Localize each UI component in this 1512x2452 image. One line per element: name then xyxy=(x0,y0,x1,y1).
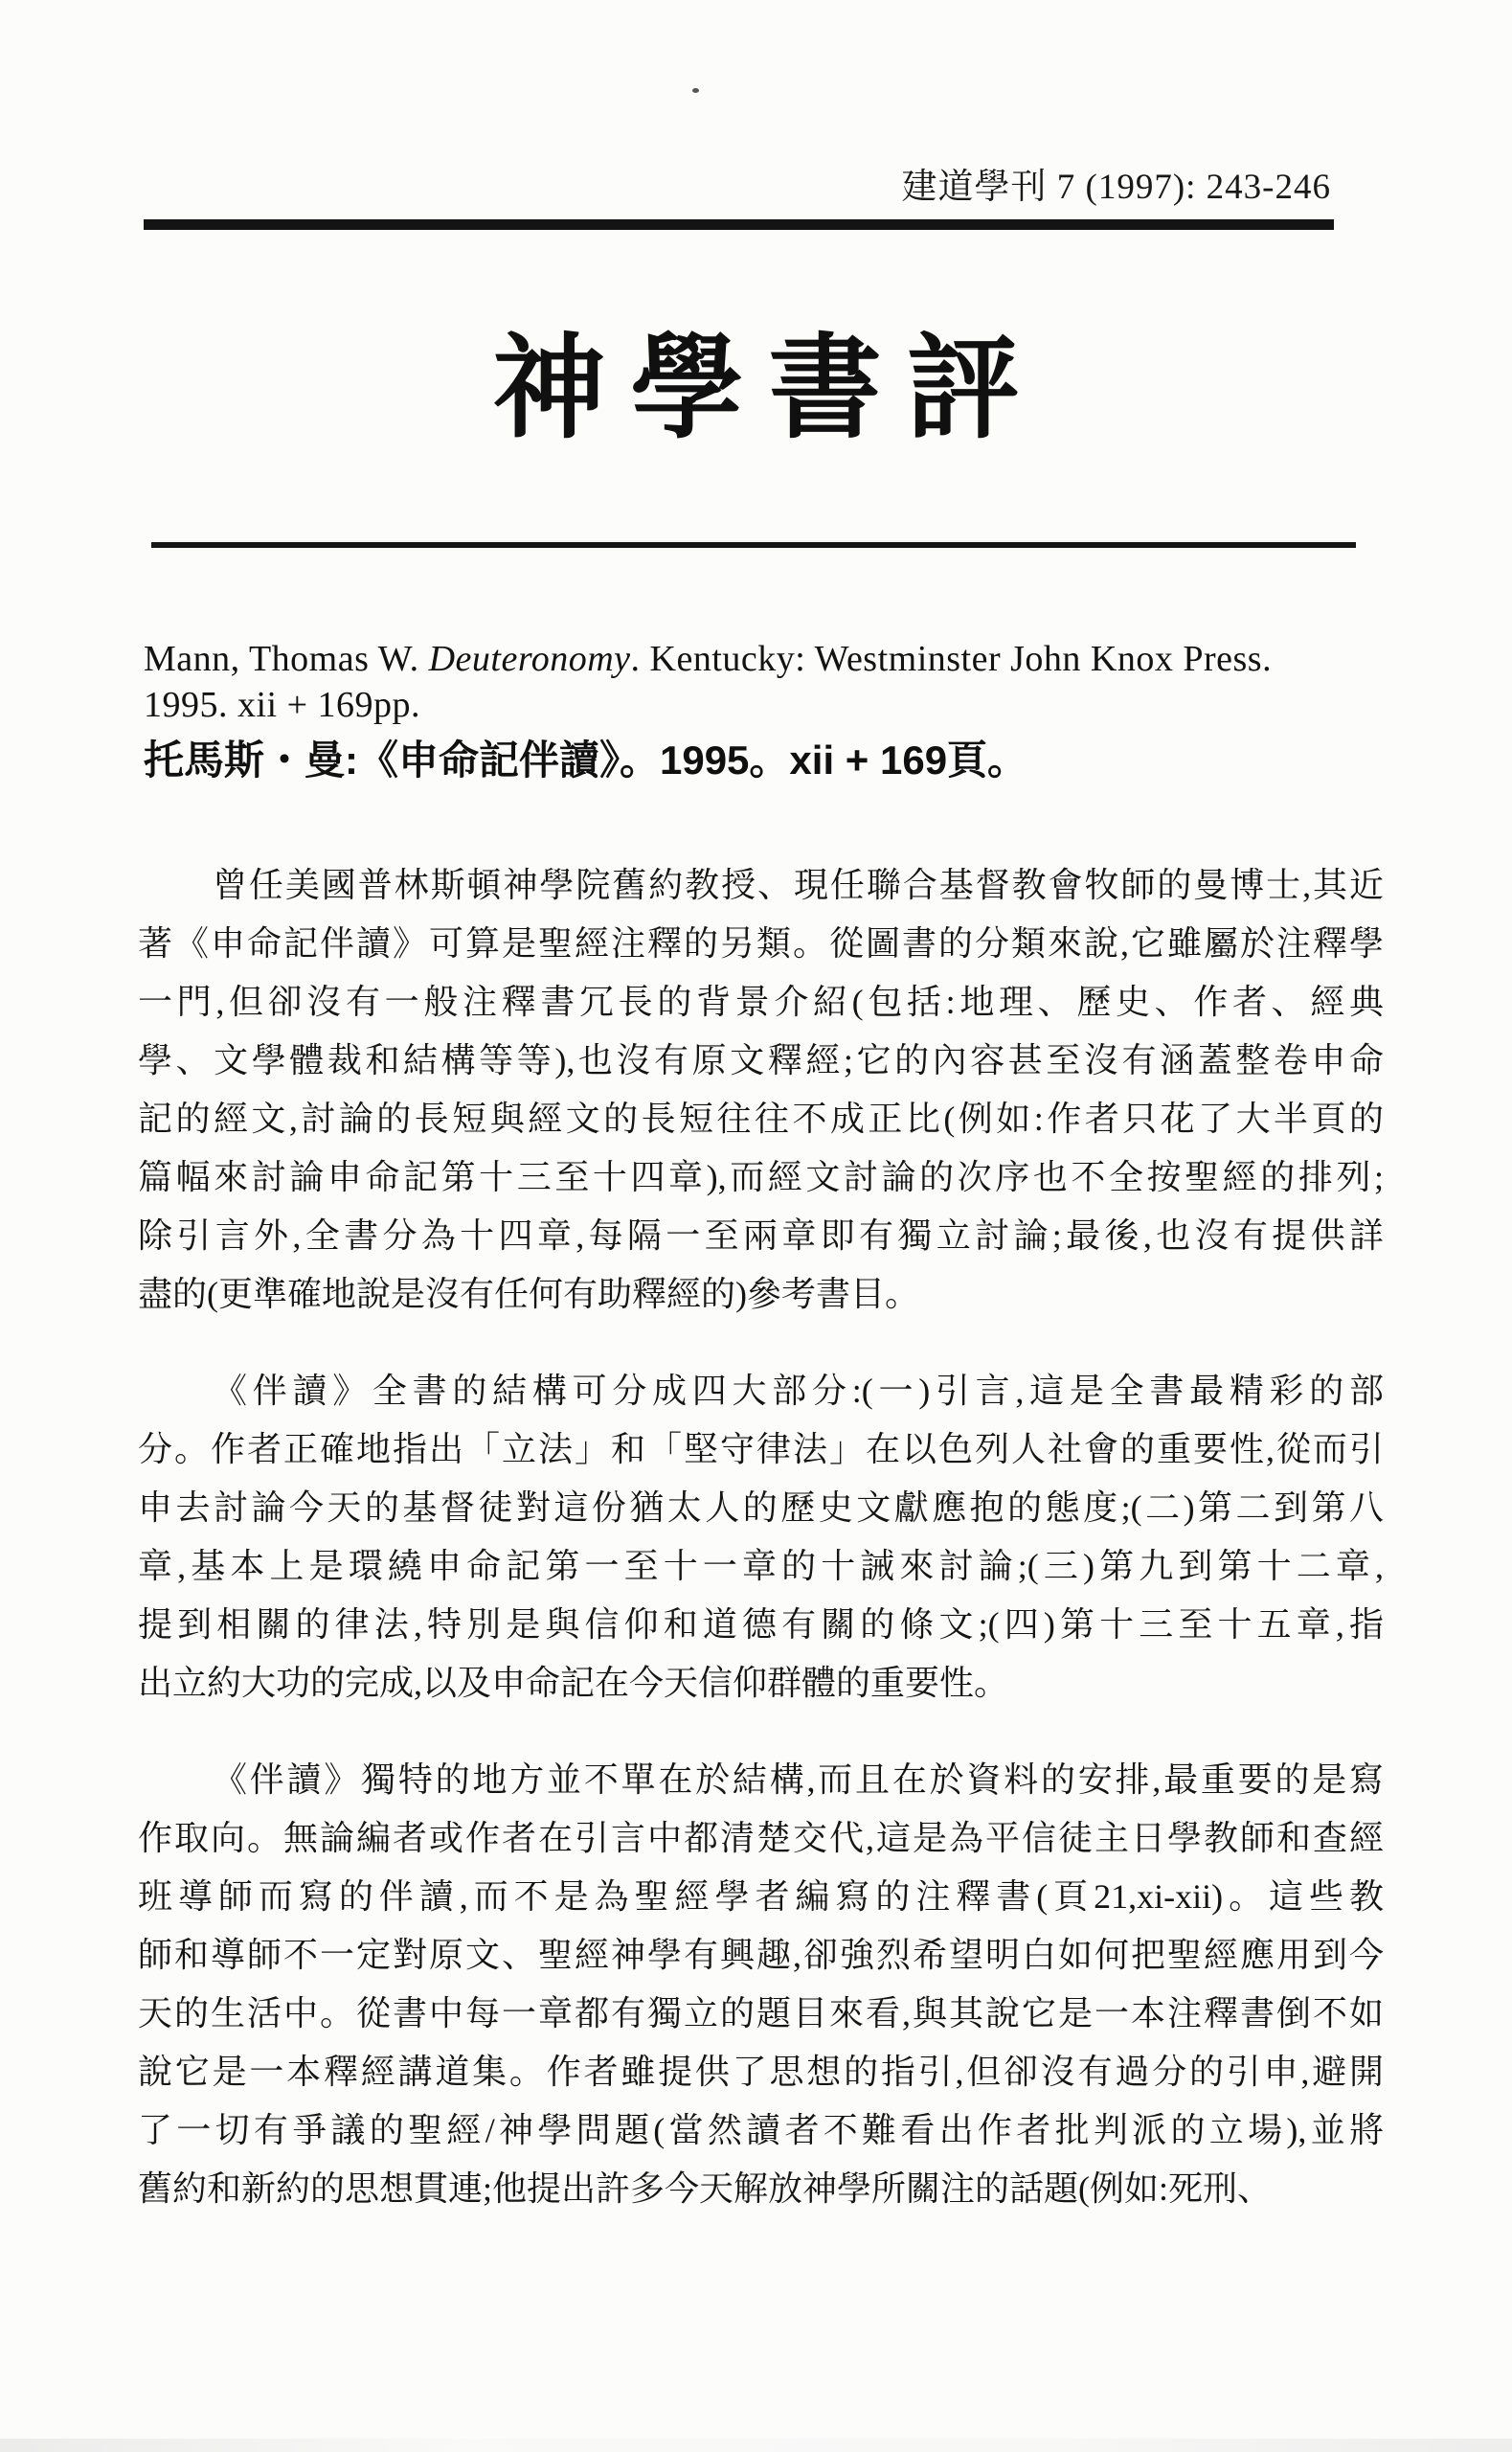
journal-citation: 建道學刊 7 (1997): 243-246 xyxy=(901,168,1331,207)
body-line: 出立約大功的完成,以及申命記在今天信仰群體的重要性。 xyxy=(138,1664,1009,1702)
body-text xyxy=(138,856,1384,2218)
body-line: 天的生活中。從書中每一章都有獨立的題目來看,與其說它是一本注釋書倒不如 xyxy=(138,1994,1384,2032)
bibliography-book-title: Deuteronomy xyxy=(428,639,631,679)
scan-edge-smudge xyxy=(0,2439,1512,2452)
bibliography-publisher: . Kentucky: Westminster John Knox Press. xyxy=(630,639,1273,679)
body-line: 作取向。無論編者或作者在引言中都清楚交代,這是為平信徒主日學教師和查經 xyxy=(138,1819,1384,1857)
body-line: 舊約和新約的思想貫連;他提出許多今天解放神學所關注的話題(例如:死刑、 xyxy=(138,2169,1272,2208)
body-line: 班導師而寫的伴讀,而不是為聖經學者編寫的注釋書(頁21,xi-xii)。這些教 xyxy=(138,1877,1384,1916)
bibliography-chinese: 托馬斯・曼:《申命記伴讀》。1995。xii + 169頁。 xyxy=(144,738,1028,783)
body-line: 章,基本上是環繞申命記第一至十一章的十誡來討論;(三)第九到第十二章, xyxy=(138,1547,1384,1585)
bibliography-year-pages: 1995. xii + 169pp. xyxy=(144,685,421,725)
title-rule xyxy=(151,542,1356,548)
body-line: 師和導師不一定對原文、聖經神學有興趣,卻強烈希望明白如何把聖經應用到今 xyxy=(138,1936,1384,1974)
bibliography-english xyxy=(144,636,1398,728)
paragraph xyxy=(138,1362,1384,1713)
body-line: 說它是一本釋經講道集。作者雖提供了思想的指引,但卻沒有過分的引申,避開 xyxy=(138,2053,1384,2091)
body-line: 《伴讀》獨特的地方並不單在於結構,而且在於資料的安排,最重要的是寫 xyxy=(213,1760,1384,1799)
paragraph xyxy=(138,856,1384,1324)
body-line: 篇幅來討論申命記第十三至十四章),而經文討論的次序也不全按聖經的排列; xyxy=(138,1158,1384,1196)
body-line: 盡的(更準確地說是沒有任何有助釋經的)參考書目。 xyxy=(138,1275,919,1313)
scan-speck xyxy=(692,88,699,93)
paragraph xyxy=(138,1751,1384,2218)
body-line: 著《申命記伴讀》可算是聖經注釋的另類。從圖書的分類來說,它雖屬於注釋學 xyxy=(138,924,1384,963)
body-line: 曾任美國普林斯頓神學院舊約教授、現任聯合基督教會牧師的曼博士,其近 xyxy=(213,866,1384,904)
body-line: 了一切有爭議的聖經/神學問題(當然讀者不難看出作者批判派的立場),並將 xyxy=(138,2111,1384,2149)
body-line: 記的經文,討論的長短與經文的長短往往不成正比(例如:作者只花了大半頁的 xyxy=(138,1100,1384,1138)
bibliography xyxy=(144,636,1398,785)
body-line: 分。作者正確地指出「立法」和「堅守律法」在以色列人社會的重要性,從而引 xyxy=(138,1430,1384,1468)
body-line: 提到相關的律法,特別是與信仰和道德有關的條文;(四)第十三至十五章,指 xyxy=(138,1605,1384,1644)
page-title: 神學書評 xyxy=(492,326,1045,452)
body-line: 《伴讀》全書的結構可分成四大部分:(一)引言,這是全書最精彩的部 xyxy=(213,1372,1384,1410)
header-rule xyxy=(144,219,1334,230)
body-line: 除引言外,全書分為十四章,每隔一至兩章即有獨立討論;最後,也沒有提供詳 xyxy=(138,1216,1384,1255)
body-line: 學、文學體裁和結構等等),也沒有原文釋經;它的內容甚至沒有涵蓋整卷申命 xyxy=(138,1041,1384,1079)
bibliography-author: Mann, Thomas W. xyxy=(144,639,429,679)
body-line: 一門,但卻沒有一般注釋書冗長的背景介紹(包括:地理、歷史、作者、經典 xyxy=(138,983,1384,1021)
body-line: 申去討論今天的基督徒對這份猶太人的歷史文獻應抱的態度;(二)第二到第八 xyxy=(138,1488,1384,1527)
